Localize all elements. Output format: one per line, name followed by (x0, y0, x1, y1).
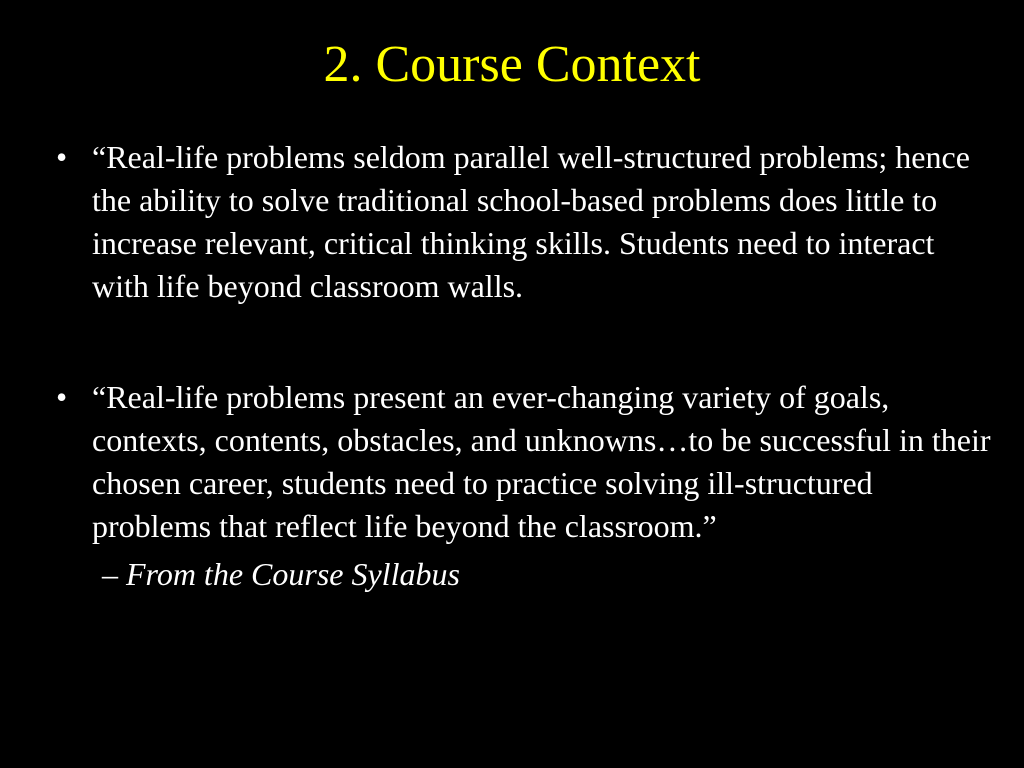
attribution-text: From the Course Syllabus (126, 556, 460, 592)
attribution (92, 553, 997, 596)
bullet-item-1 (52, 136, 997, 308)
slide-title: 2. Course Context (323, 36, 701, 93)
bullet-item-2 (52, 376, 997, 596)
bullet-text: “Real-life problems present an ever-changing variety of goals, contexts, contents, obstacles, and unknowns…to be successful in their chosen career, students need to practice solving ill-structured problems that reflect life beyond the classroom.” (92, 379, 991, 544)
bullet-text: “Real-life problems seldom parallel well-structured problems; hence the ability to solve traditional school-based problems does little to increase relevant, critical thinking skills. Students need to interact with life beyond classroom walls. (92, 139, 970, 304)
bullet-list (52, 136, 997, 596)
bullet-marker: • (56, 139, 68, 175)
bullet-marker: • (56, 379, 68, 415)
attribution-dash: – (102, 556, 118, 592)
